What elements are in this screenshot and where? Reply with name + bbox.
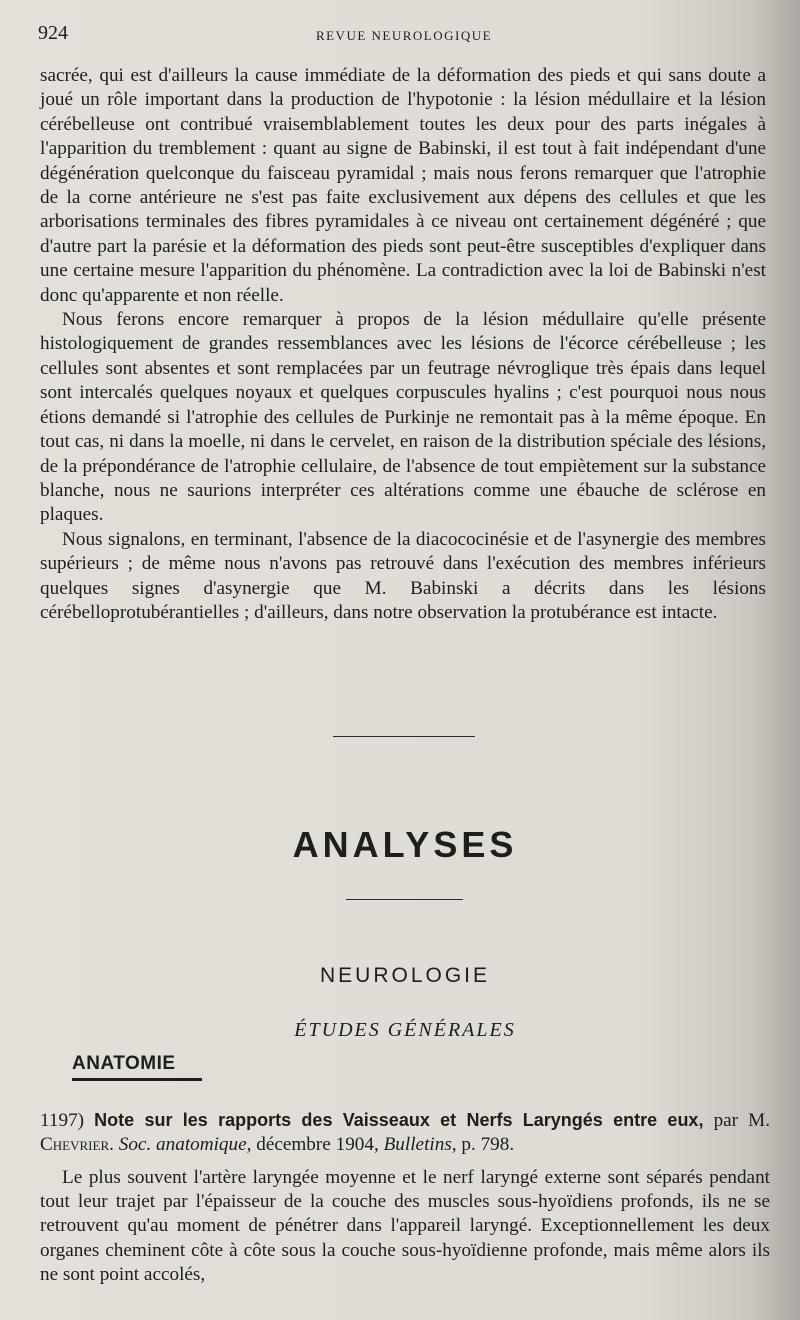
entry-source: Soc. anatomique, <box>118 1134 252 1155</box>
body-text <box>40 64 766 625</box>
entry-date: décembre 1904, <box>256 1134 379 1155</box>
section-subheading: NEUROLOGIE <box>319 964 491 987</box>
paragraph-3: Nous signalons, en terminant, l'absence de la diacococinésie et de l'asynergie des membres supérieurs ; de même nous n'avons pas retrouvé dans l'exécution des membres inférieurs quelques signes d'asynergie que M. Babinski a décrits dans les lésions cérébelloprotubérantielles ; d'ailleurs, dans notre observation la protubérance est intacte. <box>40 528 766 623</box>
entry-number: 1197) <box>40 1110 85 1131</box>
category-underline <box>72 1078 202 1081</box>
entry-abstract: Le plus souvent l'artère laryngée moyenne et le nerf laryngé externe sont séparés pendant tout leur trajet par l'épaisseur de la couche des muscles sous-hyoïdiens profonds, ils ne se retrouvent qu'au moment de pénétrer dans l'appareil laryngé. Exceptionnellement les deux organes cheminent côte à côte sous la couche sous-hyoïdienne profonde, mais même alors ils ne sont point accolés, <box>40 1167 770 1285</box>
subsection-heading: ÉTUDES GÉNÉRALES <box>294 1019 516 1041</box>
page-number: 924 <box>38 22 68 44</box>
category-heading: ANATOMIE <box>72 1053 176 1074</box>
analysis-entry <box>40 1108 770 1157</box>
entry-by: par M. <box>713 1110 771 1131</box>
section-divider-bottom <box>346 899 463 900</box>
paragraph-2: Nous ferons encore remarquer à propos de la lésion médullaire qu'elle présente histologiquement de grandes ressemblances avec les lésions de l'écorce cérébelleuse ; les cellules sont absentes et sont remplacées par un feutrage névroglique très épais dans lequel sont intercalés quelques noyaux et quelques corpuscules hyalins ; c'est pourquoi nous nous étions demandé si l'atrophie des cellules de Purkinje ne remontait pas à la même époque. En tout cas, ni dans la moelle, ni dans le cervelet, en raison de la distribution spéciale des lésions, de la prépondérance de l'atrophie cellulaire, de l'absence de tout empiètement sur la substance blanche, nous ne saurions interpréter ces altérations comme une ébauche de sclérose en plaques. <box>40 309 766 526</box>
section-divider-top <box>333 736 475 737</box>
entry-author: Chevrier. <box>40 1134 114 1155</box>
running-title: REVUE NEUROLOGIQUE <box>315 28 493 43</box>
page-header <box>38 22 770 48</box>
entry-title: Note sur les rapports des Vaisseaux et Nerfs Laryngés entre eux, <box>94 1110 704 1130</box>
entry-bulletin: Bulletins, <box>383 1134 457 1155</box>
entry-page: p. 798. <box>461 1134 515 1155</box>
section-heading: ANALYSES <box>292 824 518 865</box>
paragraph-1: sacrée, qui est d'ailleurs la cause immédiate de la déformation des pieds et qui sans doute a joué un rôle important dans la production de l'hypotonie : la lésion médullaire et la lésion cérébelleuse ont contribué vraisemblablement toutes les deux pour des parts inégales à l'apparition du tremblement : quant au signe de Babinski, il est tout à fait indépendant d'une dégénération quelconque du faisceau pyramidal ; mais nous ferons remarquer que l'atrophie de la corne antérieure ne s'est pas faite exclusivement aux dépens des cellules et que les arborisations terminales des fibres pyramidales à ce niveau ont certainement dégénéré ; que d'autre part la parésie et la déformation des pieds sont peut-être susceptibles d'expliquer dans une certaine mesure l'apparition du phénomène. La contradiction avec la loi de Babinski n'est donc qu'apparente et non réelle. <box>40 65 766 306</box>
